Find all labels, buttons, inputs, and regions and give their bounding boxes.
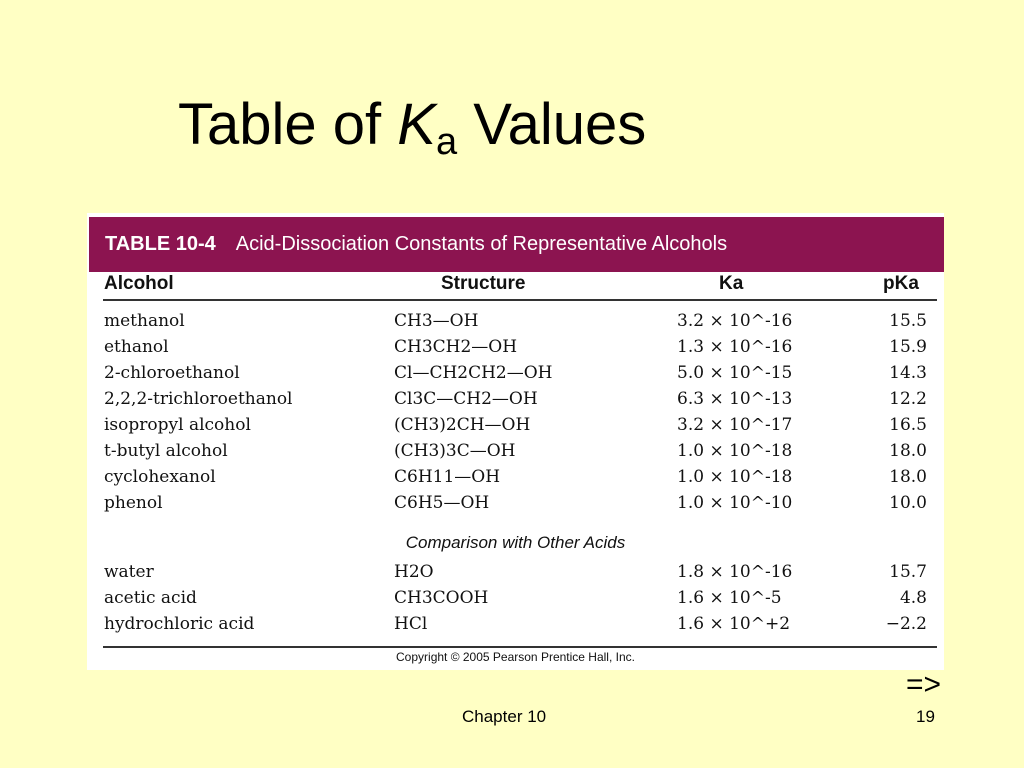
title-prefix: Table of xyxy=(178,92,398,157)
cell-alcohol: methanol xyxy=(104,311,185,331)
title-suffix: Values xyxy=(457,92,647,157)
cell-ka: 3.2 × 10^-16 xyxy=(677,311,793,331)
table-row xyxy=(87,441,944,467)
cell-structure: (CH3)2CH—OH xyxy=(394,415,531,435)
cell-ka: 3.2 × 10^-17 xyxy=(677,415,793,435)
cell-structure: Cl—CH2CH2—OH xyxy=(394,363,553,383)
table-row xyxy=(87,337,944,363)
cell-pka: 15.9 xyxy=(889,337,927,357)
cell-alcohol: cyclohexanol xyxy=(104,467,216,487)
table-row xyxy=(87,311,944,337)
cell-pka: 18.0 xyxy=(889,467,927,487)
cell-pka: −2.2 xyxy=(885,614,927,634)
next-slide-arrow[interactable]: => xyxy=(906,668,942,701)
header-alcohol: Alcohol xyxy=(104,273,174,294)
cell-structure: C6H5—OH xyxy=(394,493,490,513)
table-row xyxy=(87,588,944,614)
comparison-section-title: Comparison with Other Acids xyxy=(405,533,626,552)
footer-rule xyxy=(103,646,937,648)
cell-structure: CH3COOH xyxy=(394,588,489,608)
cell-pka: 10.0 xyxy=(889,493,927,513)
cell-ka: 1.6 × 10^+2 xyxy=(677,614,791,634)
table-row xyxy=(87,614,944,640)
cell-pka: 14.3 xyxy=(889,363,927,383)
cell-pka: 18.0 xyxy=(889,441,927,461)
cell-pka: 12.2 xyxy=(889,389,927,409)
cell-ka: 1.0 × 10^-18 xyxy=(677,467,793,487)
cell-alcohol: ethanol xyxy=(104,337,169,357)
table-row xyxy=(87,415,944,441)
cell-alcohol: water xyxy=(104,562,154,582)
cell-ka: 1.8 × 10^-16 xyxy=(677,562,793,582)
footer-chapter: Chapter 10 xyxy=(462,707,547,726)
cell-alcohol: acetic acid xyxy=(104,588,197,608)
cell-structure: HCl xyxy=(394,614,428,634)
header-structure: Structure xyxy=(441,273,526,294)
table-label: TABLE 10-4 xyxy=(105,233,216,255)
cell-alcohol: phenol xyxy=(104,493,163,513)
cell-structure: CH3CH2—OH xyxy=(394,337,518,357)
cell-structure: CH3—OH xyxy=(394,311,479,331)
cell-structure: (CH3)3C—OH xyxy=(394,441,516,461)
cell-pka: 16.5 xyxy=(889,415,927,435)
cell-alcohol: hydrochloric acid xyxy=(104,614,255,634)
cell-pka: 15.5 xyxy=(889,311,927,331)
cell-alcohol: t-butyl alcohol xyxy=(104,441,228,461)
page-number: 19 xyxy=(916,707,935,726)
cell-ka: 1.0 × 10^-10 xyxy=(677,493,793,513)
header-rule xyxy=(103,299,937,301)
cell-ka: 1.3 × 10^-16 xyxy=(677,337,793,357)
header-pka: pKa xyxy=(883,273,919,294)
table-caption: Acid-Dissociation Constants of Representative Alcohols xyxy=(235,233,728,255)
table-row xyxy=(87,493,944,519)
cell-pka: 4.8 xyxy=(899,588,927,608)
cell-alcohol: 2,2,2-trichloroethanol xyxy=(104,389,293,409)
table-row xyxy=(87,363,944,389)
cell-ka: 1.6 × 10^-5 xyxy=(677,588,782,608)
table-row xyxy=(87,467,944,493)
title-subscript: a xyxy=(435,121,458,163)
header-ka: Ka xyxy=(719,273,744,294)
cell-structure: H2O xyxy=(394,562,434,582)
cell-pka: 15.7 xyxy=(889,562,927,582)
table-row xyxy=(87,562,944,588)
cell-structure: C6H11—OH xyxy=(394,467,501,487)
cell-alcohol: 2-chloroethanol xyxy=(104,363,240,383)
cell-structure: Cl3C—CH2—OH xyxy=(394,389,538,409)
copyright-text: Copyright © 2005 Pearson Prentice Hall, Inc. xyxy=(396,650,635,664)
cell-ka: 1.0 × 10^-18 xyxy=(677,441,793,461)
title-k: K xyxy=(397,92,436,157)
table-row xyxy=(87,389,944,415)
cell-alcohol: isopropyl alcohol xyxy=(104,415,251,435)
slide-title xyxy=(178,92,647,163)
ka-table-panel xyxy=(87,213,944,670)
table-banner xyxy=(89,217,944,272)
cell-ka: 5.0 × 10^-15 xyxy=(677,363,793,383)
cell-ka: 6.3 × 10^-13 xyxy=(677,389,793,409)
